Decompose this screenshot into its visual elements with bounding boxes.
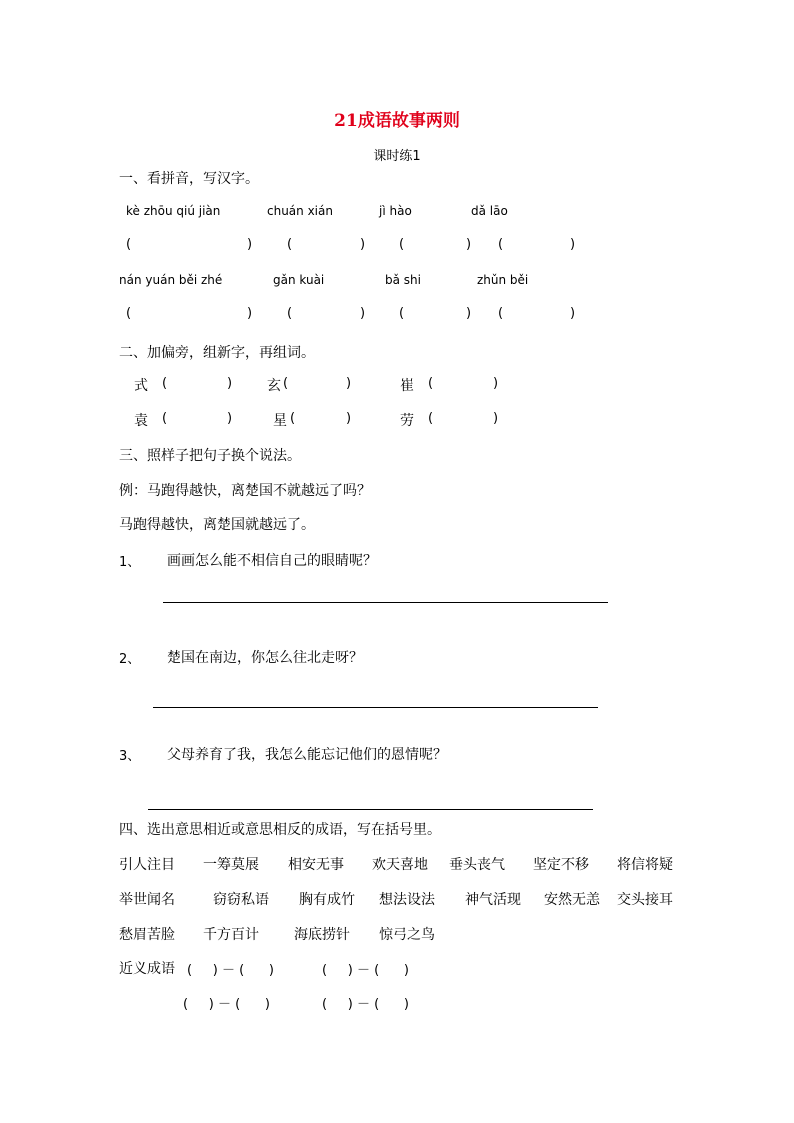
answer-line (148, 809, 593, 810)
page-subtitle: 课时练1 (373, 149, 421, 164)
page-title: 21成语故事两则 (334, 111, 460, 131)
section4-heading: 四、选出意思相近或意思相反的成语，写在括号里。 (119, 822, 441, 838)
radical-char: 玄 (267, 378, 281, 394)
radical-char: 袁 (134, 413, 148, 429)
answer-paren-right: ) (346, 411, 352, 426)
answer-paren-right: ) (466, 237, 472, 252)
answer-paren-left: ( (287, 237, 293, 252)
answer-line (153, 707, 598, 708)
answer-line (163, 602, 608, 603)
idiom: 引人注目 (119, 857, 175, 873)
pinyin-7: bǎ shi (385, 273, 421, 287)
example-question: 例：马跑得越快，离楚国不就越远了吗？ (119, 483, 371, 499)
answer-paren-left: ( (428, 376, 434, 391)
idiom: 举世闻名 (119, 892, 175, 908)
radical-char: 式 (134, 378, 148, 394)
idiom: 安然无恙 (544, 892, 600, 908)
question-number: 1、 (119, 555, 141, 570)
idiom: 垂头丧气 (449, 857, 505, 873)
radical-char: 星 (273, 413, 287, 429)
idiom: 神气活现 (465, 892, 521, 908)
example-answer: 马跑得越快，离楚国就越远了。 (119, 517, 315, 533)
question-number: 3、 (119, 749, 141, 764)
synonym-label: 近义成语 (119, 961, 175, 977)
question-number: 2、 (119, 652, 141, 667)
section2-heading: 二、加偏旁，组新字，再组词。 (119, 345, 315, 361)
idiom: 一筹莫展 (203, 857, 259, 873)
section3-heading: 三、照样子把句子换个说法。 (119, 448, 301, 464)
answer-paren-right: ) (247, 237, 253, 252)
pinyin-2: chuán xián (267, 204, 333, 218)
answer-blank: ( ) － ( ) (183, 997, 271, 1012)
answer-paren-left: ( (162, 376, 168, 391)
idiom: 欢天喜地 (372, 857, 428, 873)
answer-paren-right: ) (227, 376, 233, 391)
radical-char: 劳 (400, 413, 414, 429)
radical-char: 崔 (400, 378, 414, 394)
pinyin-8: zhǔn běi (477, 273, 529, 287)
idiom: 将信将疑 (617, 857, 673, 873)
answer-paren-right: ) (346, 376, 352, 391)
answer-paren-left: ( (428, 411, 434, 426)
idiom: 想法设法 (379, 892, 435, 908)
answer-blank: ( ) － ( ) (322, 963, 410, 978)
answer-paren-left: ( (498, 237, 504, 252)
idiom: 坚定不移 (533, 857, 589, 873)
idiom: 相安无事 (288, 857, 344, 873)
answer-paren-right: ) (570, 237, 576, 252)
idiom: 千方百计 (203, 927, 259, 943)
answer-paren-left: ( (287, 306, 293, 321)
answer-paren-left: ( (283, 376, 289, 391)
pinyin-5: nán yuán běi zhé (119, 273, 223, 287)
idiom: 海底捞针 (294, 927, 350, 943)
pinyin-6: gǎn kuài (273, 273, 325, 287)
answer-paren-left: ( (126, 306, 132, 321)
answer-paren-left: ( (290, 411, 296, 426)
answer-paren-right: ) (466, 306, 472, 321)
pinyin-4: dǎ lāo (471, 204, 508, 218)
answer-paren-left: ( (399, 306, 405, 321)
question-text: 父母养育了我，我怎么能忘记他们的恩情呢？ (167, 747, 447, 763)
answer-paren-right: ) (493, 376, 499, 391)
answer-paren-right: ) (570, 306, 576, 321)
answer-blank: ( ) － ( ) (187, 963, 275, 978)
idiom: 胸有成竹 (299, 892, 355, 908)
answer-paren-right: ) (360, 237, 366, 252)
question-text: 楚国在南边，你怎么往北走呀？ (167, 650, 363, 666)
pinyin-3: jì hào (379, 204, 412, 218)
answer-paren-right: ) (360, 306, 366, 321)
answer-paren-left: ( (162, 411, 168, 426)
idiom: 交头接耳 (617, 892, 673, 908)
answer-paren-right: ) (227, 411, 233, 426)
idiom: 惊弓之鸟 (379, 927, 435, 943)
answer-blank: ( ) － ( ) (322, 997, 410, 1012)
answer-paren-right: ) (247, 306, 253, 321)
answer-paren-left: ( (399, 237, 405, 252)
section1-heading: 一、看拼音，写汉字。 (119, 171, 259, 187)
answer-paren-right: ) (493, 411, 499, 426)
idiom: 窃窃私语 (213, 892, 269, 908)
answer-paren-left: ( (498, 306, 504, 321)
question-text: 画画怎么能不相信自己的眼睛呢？ (167, 553, 377, 569)
pinyin-1: kè zhōu qiú jiàn (126, 204, 221, 218)
idiom: 愁眉苦脸 (119, 927, 175, 943)
answer-paren-left: ( (126, 237, 132, 252)
